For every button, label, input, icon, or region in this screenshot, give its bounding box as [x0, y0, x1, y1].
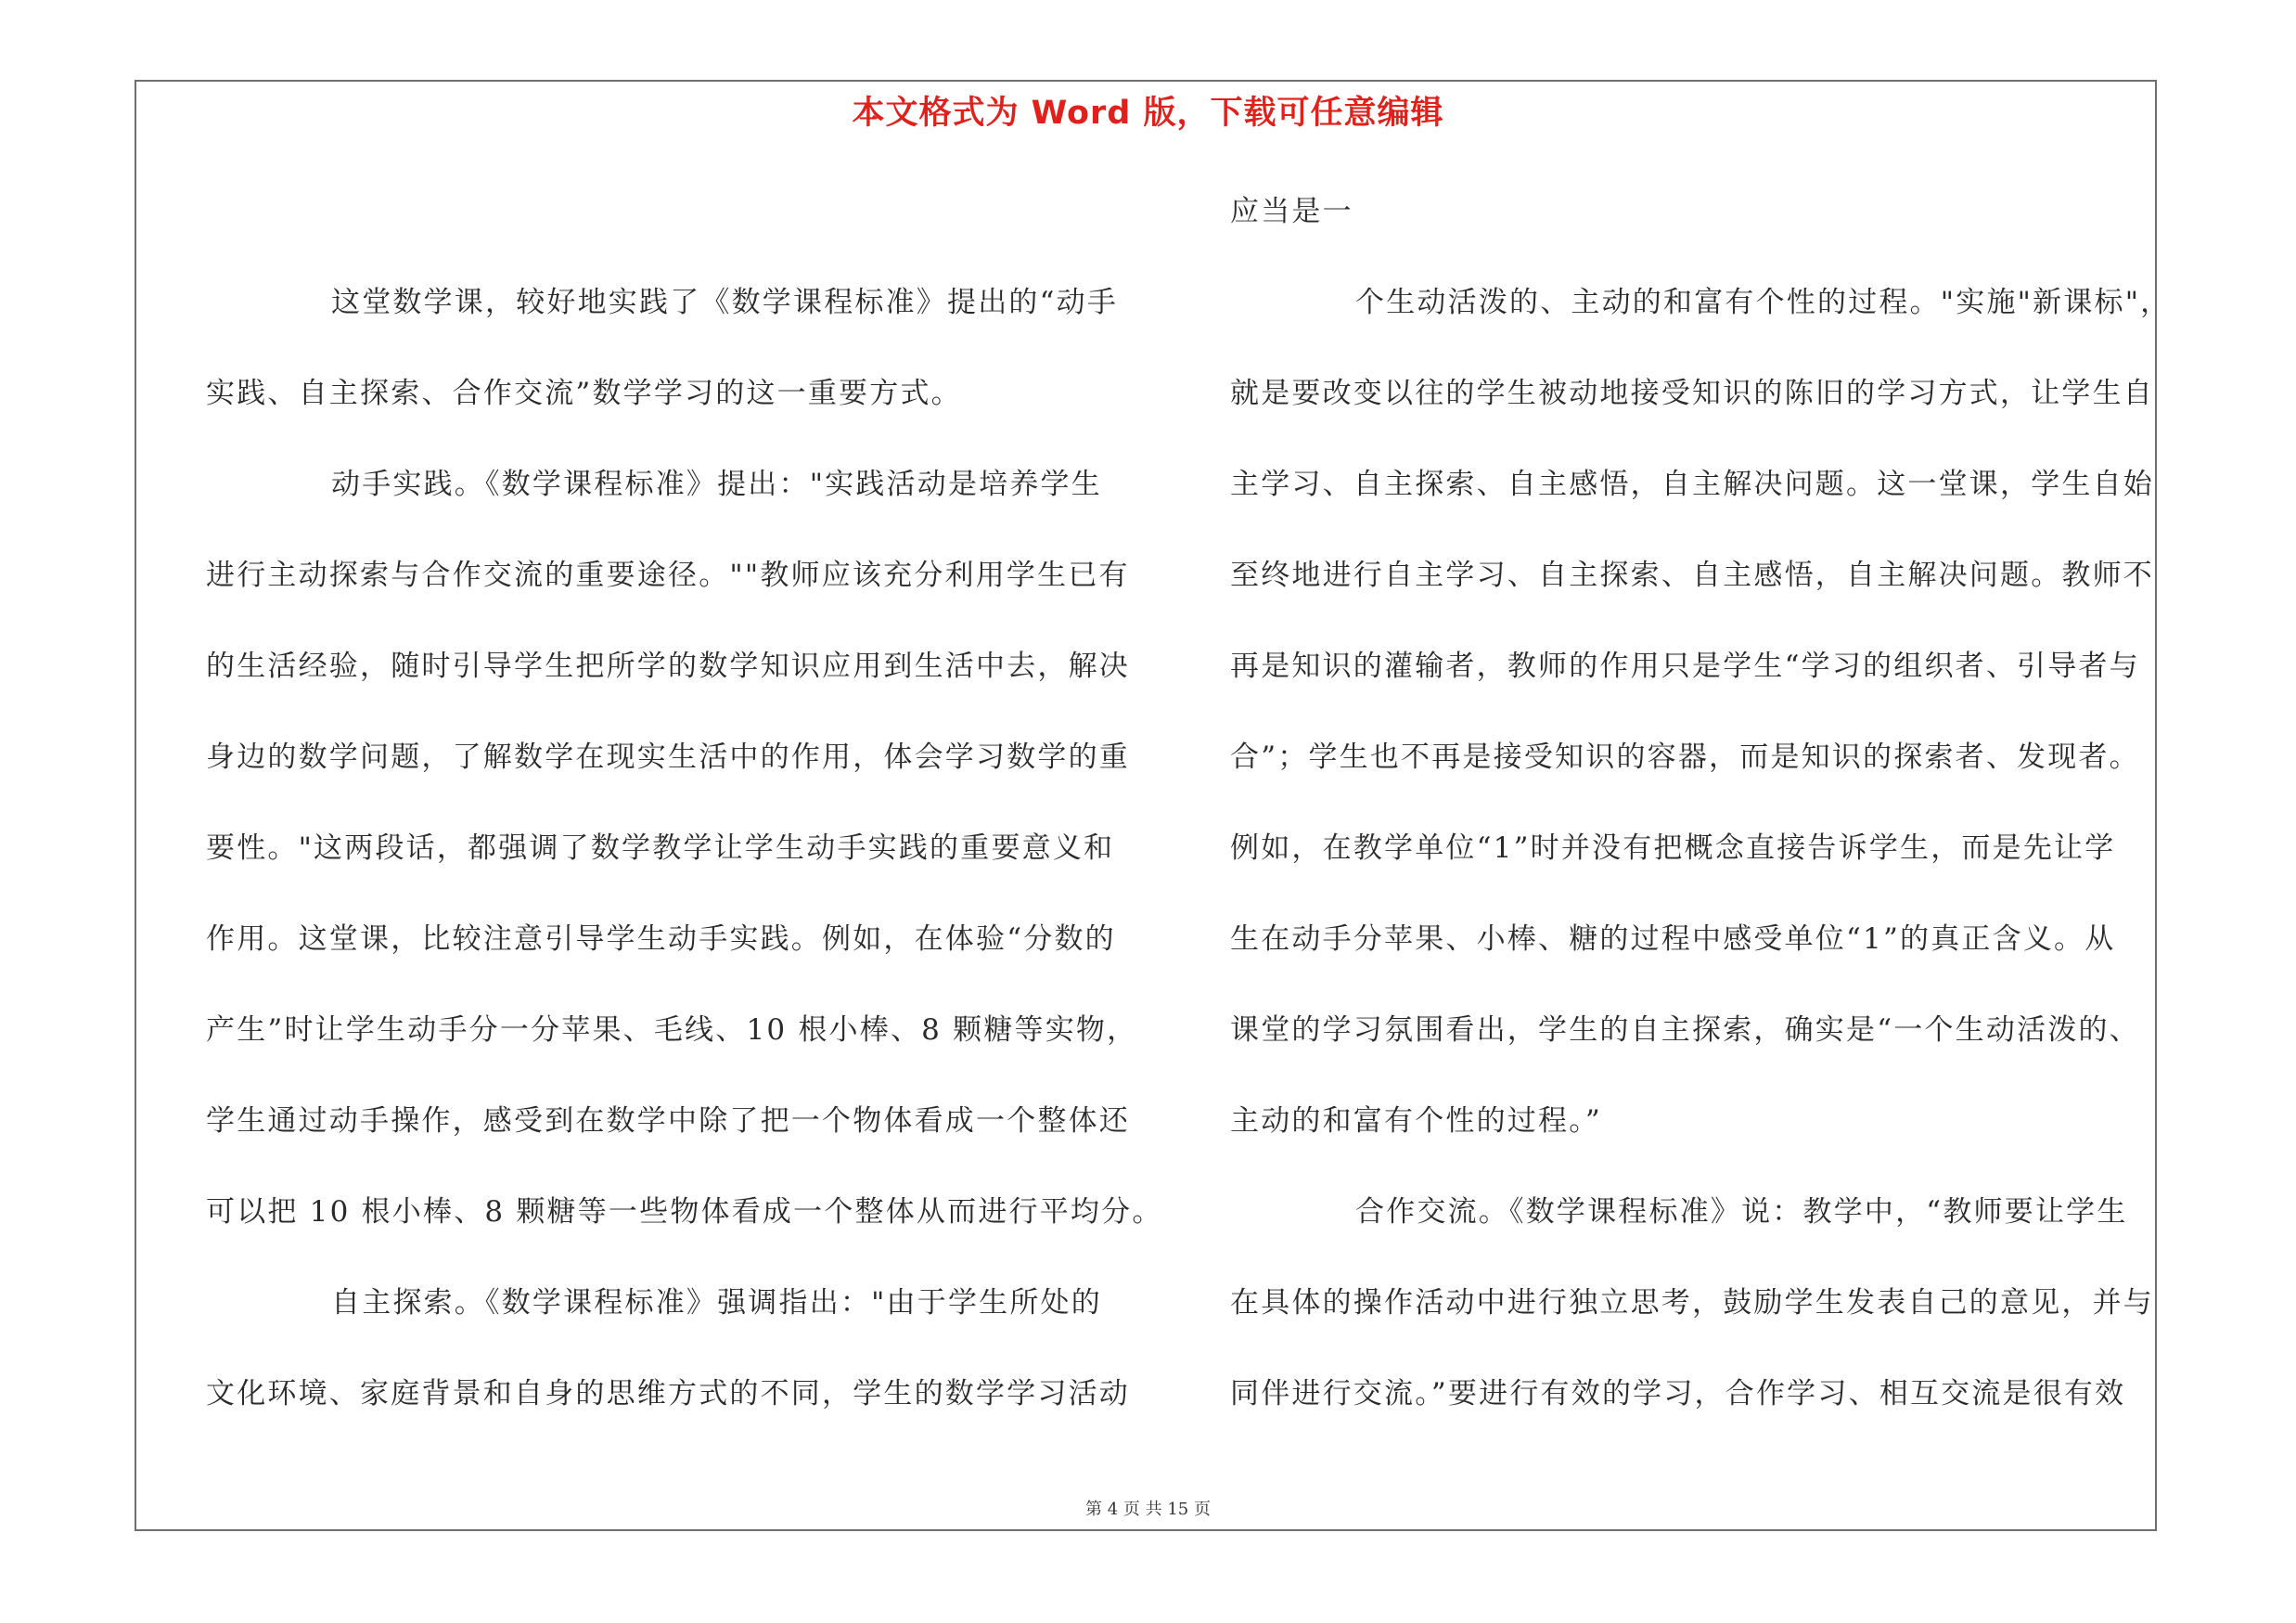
paragraph-line: 要性。"这两段话，都强调了数学教学让学生动手实践的重要意义和: [206, 831, 1115, 865]
paragraph-line: 就是要改变以往的学生被动地接受知识的陈旧的学习方式，让学生自: [1230, 377, 2154, 410]
paragraph-line: 在具体的操作活动中进行独立思考，鼓励学生发表自己的意见，并与: [1230, 1286, 2154, 1320]
paragraph-line: 产生”时让学生动手分一分苹果、毛线、10 根小棒、8 颗糖等实物，: [206, 1013, 1138, 1047]
paragraph-line: 应当是一: [1230, 195, 1353, 228]
paragraph-line: 作用。这堂课，比较注意引导学生动手实践。例如，在体验“分数的: [206, 922, 1116, 956]
paragraph-line: 个生动活泼的、主动的和富有个性的过程。"实施"新课标"，: [1355, 286, 2172, 319]
page-number-footer: 第 4 页 共 15 页: [1085, 1500, 1211, 1519]
paragraph-line: 例如，在教学单位“1”时并没有把概念直接告诉学生，而是先让学: [1230, 831, 2116, 865]
paragraph-line: 合作交流。《数学课程标准》说：教学中，“教师要让学生: [1355, 1195, 2128, 1229]
paragraph-line: 自主探索。《数学课程标准》强调指出："由于学生所处的: [331, 1286, 1102, 1320]
paragraph-line: 可以把 10 根小棒、8 颗糖等一些物体看成一个整体从而进行平均分。: [206, 1195, 1163, 1229]
paragraph-line: 动手实践。《数学课程标准》提出："实践活动是培养学生: [331, 468, 1102, 501]
paragraph-line: 的生活经验，随时引导学生把所学的数学知识应用到生活中去，解决: [206, 650, 1130, 683]
paragraph-line: 生在动手分苹果、小棒、糖的过程中感受单位“1”的真正含义。从: [1230, 922, 2116, 956]
paragraph-line: 课堂的学习氛围看出，学生的自主探索，确实是“一个生动活泼的、: [1230, 1013, 2140, 1047]
paragraph-line: 这堂数学课，较好地实践了《数学课程标准》提出的“动手: [331, 286, 1119, 319]
paragraph-line: 主动的和富有个性的过程。”: [1230, 1104, 1602, 1138]
paragraph-line: 至终地进行自主学习、自主探索、自主感悟，自主解决问题。教师不: [1230, 559, 2154, 592]
paragraph-line: 同伴进行交流。”要进行有效的学习，合作学习、相互交流是很有效: [1230, 1377, 2126, 1410]
paragraph-line: 再是知识的灌输者，教师的作用只是学生“学习的组织者、引导者与: [1230, 650, 2140, 683]
paragraph-line: 主学习、自主探索、自主感悟，自主解决问题。这一堂课，学生自始: [1230, 468, 2154, 501]
paragraph-line: 实践、自主探索、合作交流”数学学习的这一重要方式。: [206, 377, 962, 410]
word-format-banner: 本文格式为 Word 版，下载可任意编辑: [852, 95, 1444, 132]
paragraph-line: 合”；学生也不再是接受知识的容器，而是知识的探索者、发现者。: [1230, 741, 2140, 774]
paragraph-line: 文化环境、家庭背景和自身的思维方式的不同，学生的数学学习活动: [206, 1377, 1130, 1410]
paragraph-line: 学生通过动手操作，感受到在数学中除了把一个物体看成一个整体还: [206, 1104, 1130, 1138]
paragraph-line: 身边的数学问题，了解数学在现实生活中的作用，体会学习数学的重: [206, 741, 1130, 774]
paragraph-line: 进行主动探索与合作交流的重要途径。""教师应该充分利用学生已有: [206, 559, 1130, 592]
